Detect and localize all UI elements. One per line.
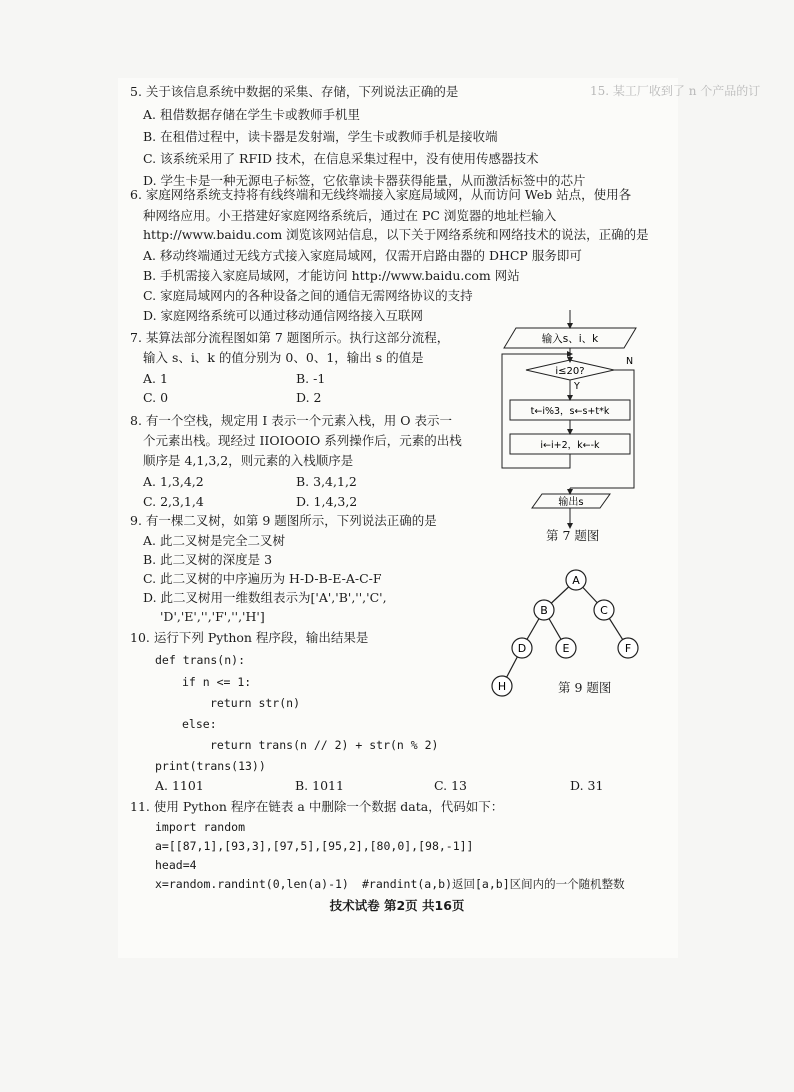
tree-node-d bbox=[512, 638, 532, 658]
q6-stem-line1: 6. 家庭网络系统支持将有线终端和无线终端接入家庭局域网，从而访问 Web 站点，使用各 bbox=[130, 187, 632, 202]
q5-stem: 5. 关于该信息系统中数据的采集、存储，下列说法正确的是 bbox=[130, 84, 459, 99]
q11-code-line3: head=4 bbox=[155, 858, 197, 872]
q11-code-line2: a=[[87,1],[93,3],[97,5],[95,2],[80,0],[98,-1]] bbox=[155, 839, 474, 853]
q8-option-b: B. 3,4,1,2 bbox=[296, 474, 357, 489]
q8-option-c: C. 2,3,1,4 bbox=[143, 494, 204, 509]
tree-node-b bbox=[534, 600, 554, 620]
svg-text:H: H bbox=[497, 680, 507, 693]
q11-code-comment: #randint(a,b)返回[a,b]区间内的一个随机整数 bbox=[362, 877, 625, 891]
tree-node-f bbox=[618, 638, 638, 658]
q5-option-d: D. 学生卡是一种无源电子标签，它依靠读卡器获得能量，从而激活标签中的芯片 bbox=[143, 173, 586, 188]
q9-option-a: A. 此二叉树是完全二叉树 bbox=[143, 533, 285, 548]
figure-9-caption: 第 9 题图 bbox=[558, 680, 612, 695]
q7-stem-line1: 7. 某算法部分流程图如第 7 题图所示。执行这部分流程， bbox=[130, 330, 450, 345]
q10-code-line6: print(trans(13)) bbox=[155, 759, 266, 773]
flow-input-text: 输入s、i、k bbox=[541, 333, 599, 345]
q5-option-c: C. 该系统采用了 RFID 技术，在信息采集过程中，没有使用传感器技术 bbox=[143, 151, 539, 166]
flowchart-figure-7 bbox=[496, 308, 646, 546]
q11-code-line4: x=random.randint(0,len(a)-1) bbox=[155, 877, 349, 891]
svg-text:B: B bbox=[540, 604, 548, 617]
flow-no-label: N bbox=[626, 356, 634, 367]
q10-stem: 10. 运行下列 Python 程序段，输出结果是 bbox=[130, 630, 369, 645]
flow-yes-label: Y bbox=[574, 381, 580, 392]
flow-step1-text: t←i%3，s←s+t*k bbox=[530, 406, 610, 417]
q7-option-b: B. -1 bbox=[296, 371, 326, 386]
q10-code-line3: return str(n) bbox=[210, 696, 301, 710]
q11-code-line1: import random bbox=[155, 820, 246, 834]
svg-text:E: E bbox=[562, 642, 570, 655]
svg-text:F: F bbox=[624, 642, 632, 655]
page-footer: 技术试卷 第2页 共16页 bbox=[329, 898, 465, 913]
flow-output-text: 输出s bbox=[558, 497, 584, 508]
q8-option-d: D. 1,4,3,2 bbox=[296, 494, 358, 509]
binary-tree-figure-9 bbox=[480, 560, 640, 700]
q9-option-c: C. 此二叉树的中序遍历为 H-D-B-E-A-C-F bbox=[143, 571, 382, 586]
q7-stem-line2: 输入 s、i、k 的值分别为 0、0、1，输出 s 的值是 bbox=[143, 350, 424, 365]
q5-option-b: B. 在租借过程中，读卡器是发射端，学生卡或教师手机是接收端 bbox=[143, 129, 498, 144]
svg-text:D: D bbox=[517, 642, 527, 655]
q10-code-line1: def trans(n): bbox=[155, 653, 246, 667]
tree-node-c bbox=[594, 600, 614, 620]
q6-stem-line3: http://www.baidu.com 浏览该网站信息，以下关于网络系统和网络技术的说法，正确的是 bbox=[143, 227, 649, 242]
q10-code-line2: if n <= 1: bbox=[182, 675, 252, 689]
q7-option-d: D. 2 bbox=[296, 390, 322, 405]
q10-code-line5: return trans(n // 2) + str(n % 2) bbox=[210, 738, 439, 752]
q7-option-a: A. 1 bbox=[143, 371, 168, 386]
q6-option-b: B. 手机需接入家庭局域网，才能访问 http://www.baidu.com 网站 bbox=[143, 268, 520, 283]
q10-option-d: D. 31 bbox=[570, 778, 604, 793]
q8-option-a: A. 1,3,4,2 bbox=[143, 474, 204, 489]
svg-text:A: A bbox=[572, 574, 580, 587]
q10-code-line4: else: bbox=[182, 717, 217, 731]
q6-stem-line2: 种网络应用。小王搭建好家庭网络系统后，通过在 PC 浏览器的地址栏输入 bbox=[143, 208, 557, 223]
q6-option-a: A. 移动终端通过无线方式接入家庭局域网，仅需开启路由器的 DHCP 服务即可 bbox=[143, 248, 582, 263]
q6-option-d: D. 家庭网络系统可以通过移动通信网络接入互联网 bbox=[143, 308, 424, 323]
svg-text:C: C bbox=[600, 604, 608, 617]
figure-7-caption: 第 7 题图 bbox=[546, 528, 600, 543]
tree-node-h bbox=[492, 676, 512, 696]
q10-option-c: C. 13 bbox=[434, 778, 467, 793]
q7-option-c: C. 0 bbox=[143, 390, 169, 405]
q10-option-a: A. 1101 bbox=[155, 778, 204, 793]
flow-condition-text: i≤20? bbox=[555, 366, 585, 377]
tree-node-a bbox=[566, 570, 586, 590]
q8-stem-line3: 顺序是 4,1,3,2，则元素的入栈顺序是 bbox=[143, 453, 354, 468]
q10-option-b: B. 1011 bbox=[295, 778, 344, 793]
bleed-through-text: 15. 某工厂收到了 n 个产品的订 bbox=[590, 84, 761, 98]
q8-stem-line2: 个元素出栈。现经过 IIOIOOIO 系列操作后，元素的出栈 bbox=[143, 433, 462, 448]
q9-stem: 9. 有一棵二叉树，如第 9 题图所示，下列说法正确的是 bbox=[130, 513, 437, 528]
q5-option-a: A. 租借数据存储在学生卡或教师手机里 bbox=[143, 107, 360, 122]
flow-step2-text: i←i+2，k←-k bbox=[540, 440, 600, 451]
tree-node-e bbox=[556, 638, 576, 658]
q6-option-c: C. 家庭局域网内的各种设备之间的通信无需网络协议的支持 bbox=[143, 288, 473, 303]
q9-option-b: B. 此二叉树的深度是 3 bbox=[143, 552, 273, 567]
q8-stem-line1: 8. 有一个空栈，规定用 I 表示一个元素入栈，用 O 表示一 bbox=[130, 413, 452, 428]
q9-option-d-line2: 'D','E','','F','','H'] bbox=[160, 609, 265, 624]
q9-option-d-line1: D. 此二叉树用一维数组表示为['A','B','','C', bbox=[143, 590, 387, 605]
q11-stem: 11. 使用 Python 程序在链表 a 中删除一个数据 data，代码如下： bbox=[130, 799, 504, 814]
